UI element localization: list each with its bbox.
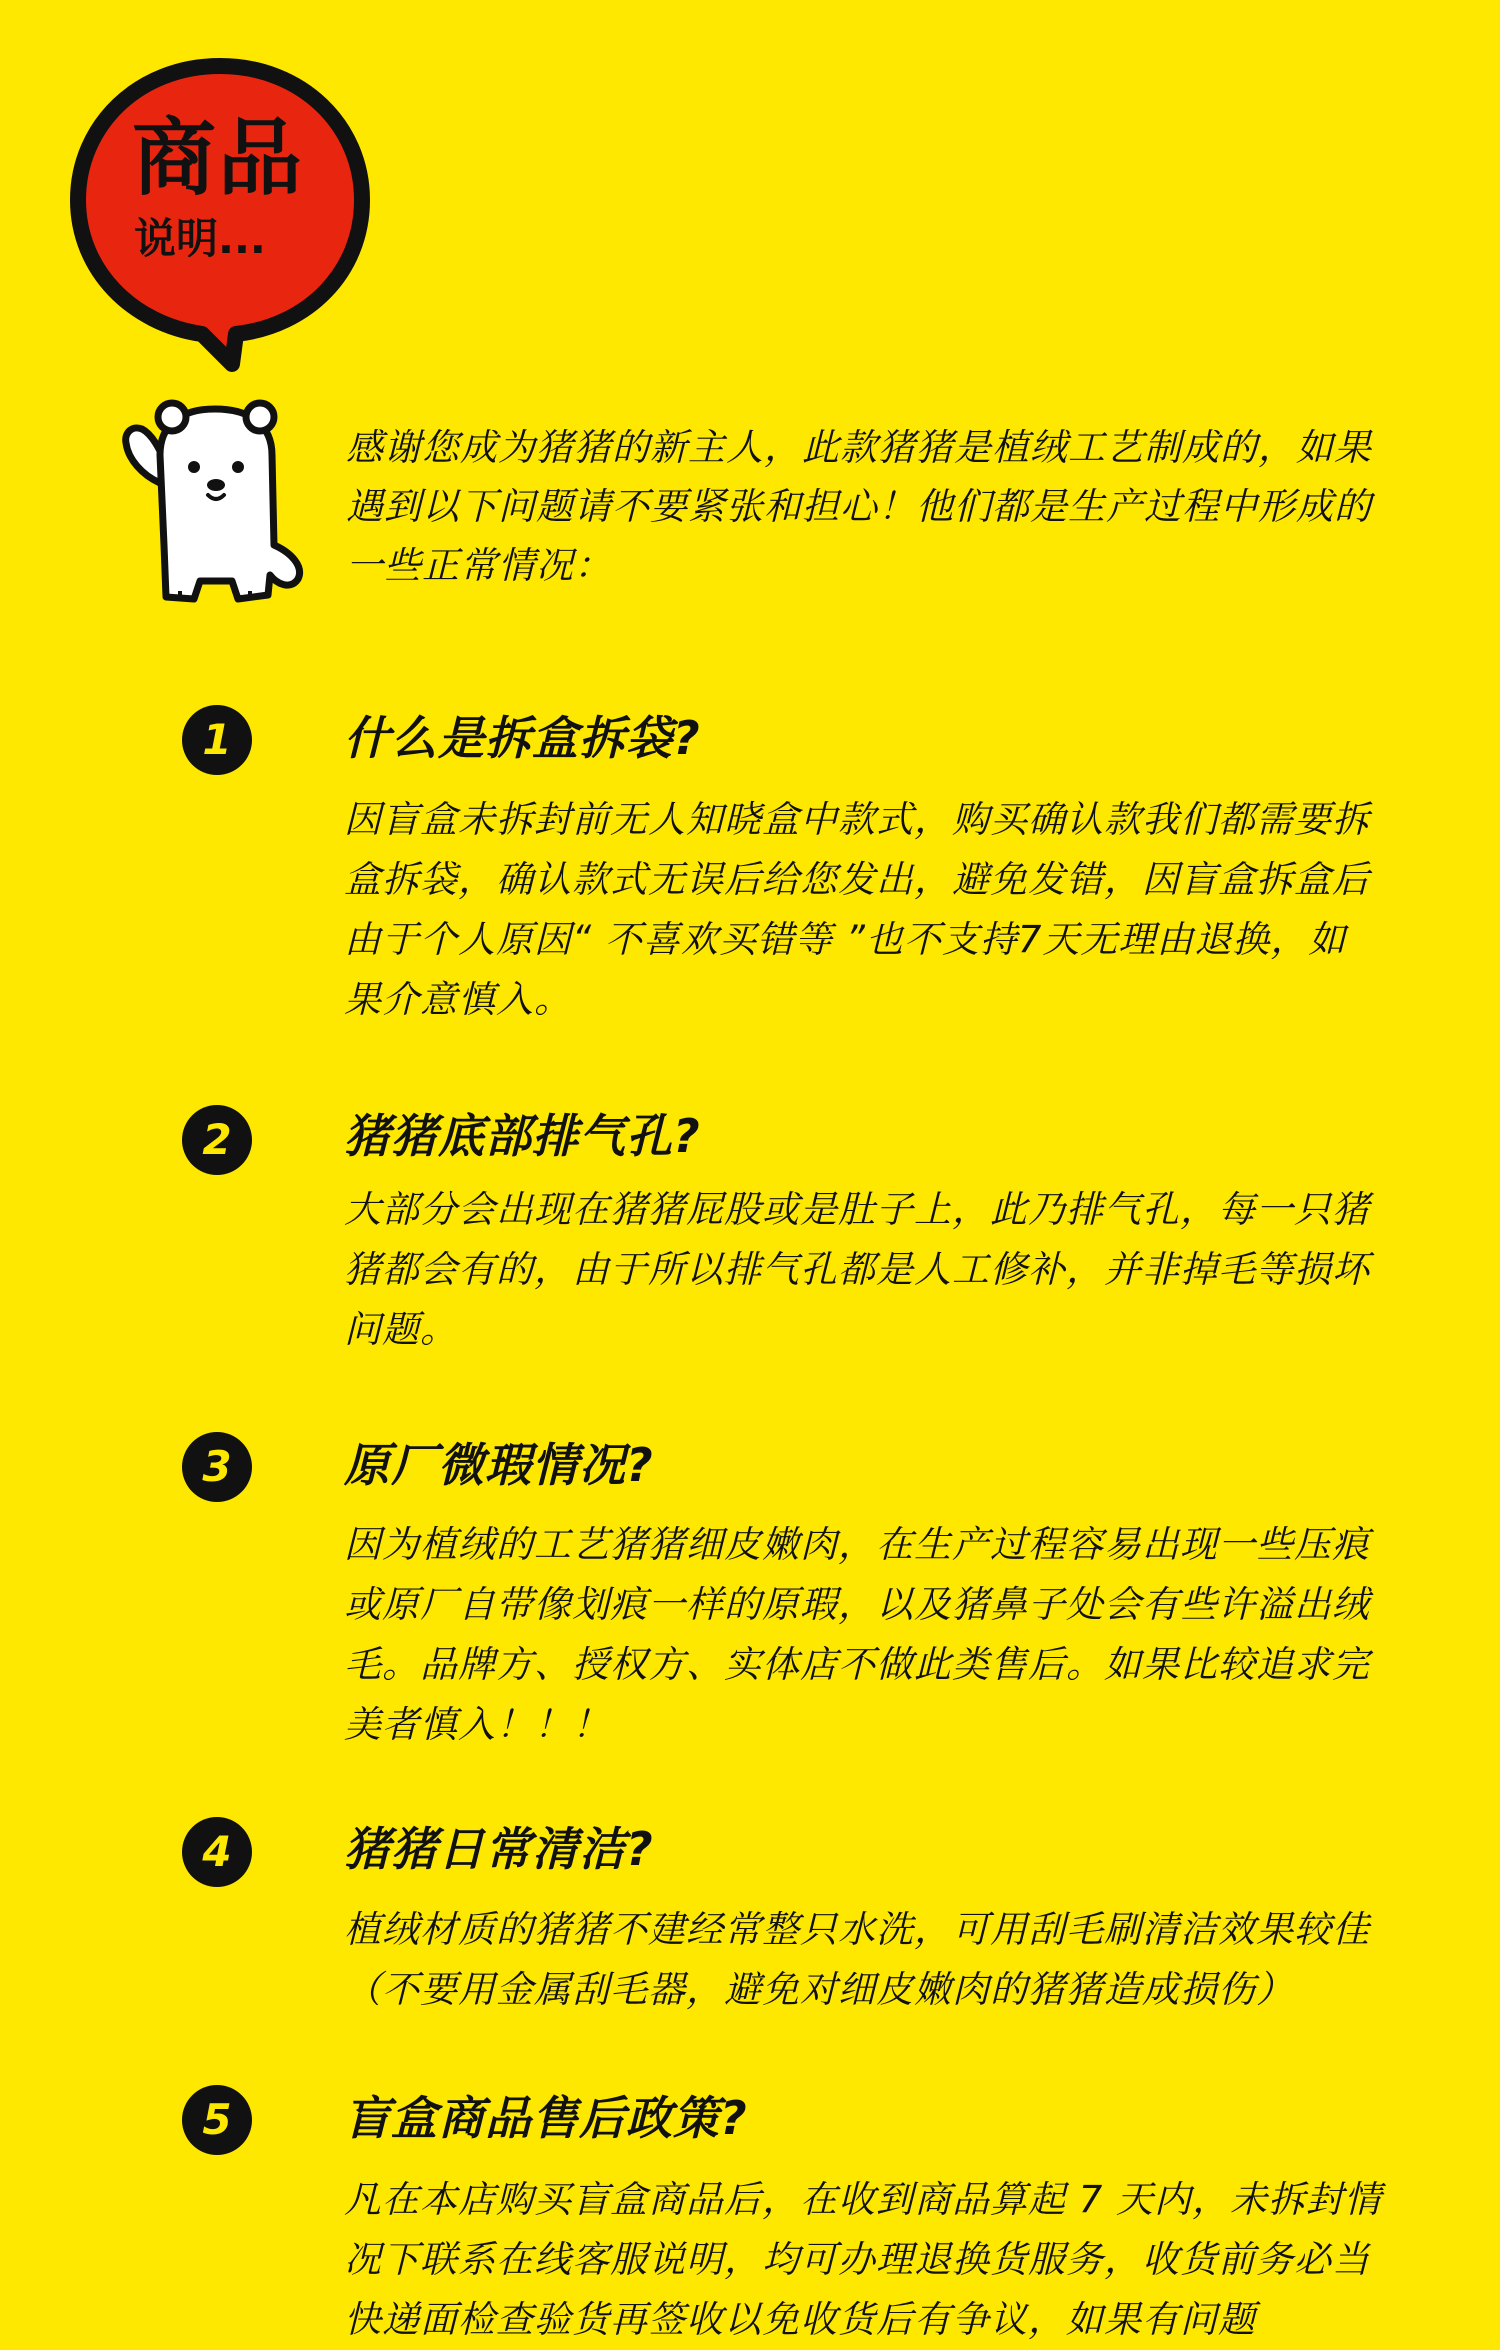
section-body-3: 因为植绒的工艺猪猪细皮嫩肉，在生产过程容易出现一些压痕或原厂自带像划痕一样的原瑕，以及猪鼻子处会有些许溢出绒毛。品牌方、授权方、实体店不做此类售后。如果比较追求完美者慎入！！！ — [344, 1523, 1370, 1746]
section-body-1: 因盲盒未拆封前无人知晓盒中款式，购买确认款我们都需要拆盒拆袋，确认款式无误后给您发出，避免发错，因盲盒拆盒后由于个人原因“ 不喜欢买错等 ”也不支持7天无理由退换，如果介意慎入。 — [344, 798, 1370, 1021]
section-title-2: 猪猪底部排气孔? — [344, 1109, 701, 1163]
intro-text: 感谢您成为猪猪的新主人，此款猪猪是植绒工艺制成的，如果遇到以下问题请不要紧张和担心！他们都是生产过程中形成的一些正常情况： — [346, 426, 1372, 587]
section-title-5: 盲盒商品售后政策? — [344, 2091, 748, 2145]
section-number-4: 4 — [182, 1817, 252, 1887]
section-title-1: 什么是拆盒拆袋? — [344, 711, 701, 765]
section-title-3: 原厂微瑕情况? — [344, 1438, 654, 1492]
section-number-2: 2 — [182, 1105, 252, 1175]
badge-subtitle: 说明... — [134, 214, 266, 263]
header-badge — [70, 58, 370, 388]
section-body-4: 植绒材质的猪猪不建经常整只水洗，可用刮毛刷清洁效果较佳（不要用金属刮毛器，避免对细皮嫩肉的猪猪造成损伤） — [344, 1908, 1370, 2011]
section-number-1: 1 — [182, 705, 252, 775]
bear-mascot-icon — [120, 395, 310, 615]
section-body-2: 大部分会出现在猪猪屁股或是肚子上，此乃排气孔，每一只猪猪都会有的，由于所以排气孔都是人工修补，并非掉毛等损坏问题。 — [344, 1188, 1370, 1351]
section-number-5: 5 — [182, 2085, 252, 2155]
section-body-5: 凡在本店购买盲盒商品后，在收到商品算起 7 天内，未拆封情况下联系在线客服说明，均可办理退换货服务，收货前务必当快递面检查验货再签收以免收货后有争议，如果有问题 — [344, 2178, 1383, 2341]
section-title-4: 猪猪日常清洁? — [344, 1822, 654, 1876]
section-number-3: 3 — [182, 1432, 252, 1502]
badge-title: 商品 — [132, 109, 305, 207]
